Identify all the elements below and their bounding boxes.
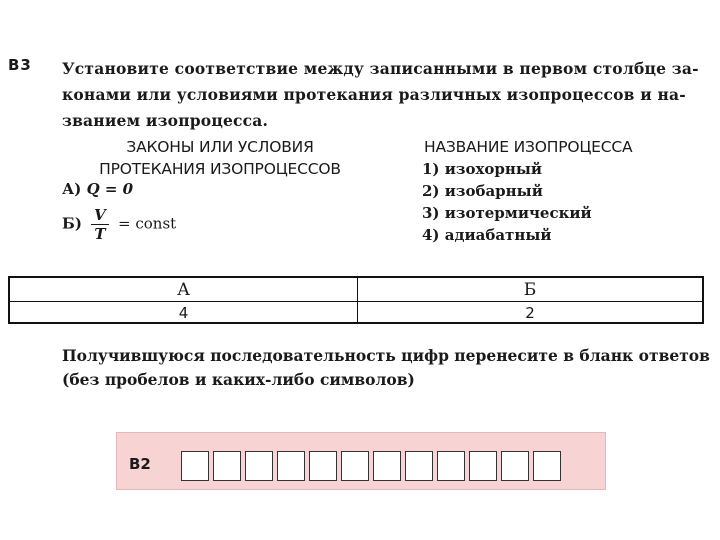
condition-b xyxy=(62,206,176,243)
condition-b-fraction xyxy=(91,206,109,243)
instruction xyxy=(62,344,712,392)
condition-a xyxy=(62,180,133,198)
task-line: Установите соответствие между записанными в первом столбце за- xyxy=(62,59,699,78)
answer-box[interactable] xyxy=(469,451,497,481)
left-column-header xyxy=(60,136,380,180)
answer-table xyxy=(8,276,704,324)
answer-header-a: А xyxy=(10,278,358,302)
answer-box[interactable] xyxy=(277,451,305,481)
answer-box[interactable] xyxy=(501,451,529,481)
answer-form-label: В2 xyxy=(129,455,151,473)
process-list xyxy=(422,158,592,246)
instruction-line: (без пробелов и каких-либо символов) xyxy=(62,370,415,389)
answer-box[interactable] xyxy=(437,451,465,481)
task-line: званием изопроцесса. xyxy=(62,111,269,130)
answer-box[interactable] xyxy=(245,451,273,481)
answer-value-b[interactable]: 2 xyxy=(525,304,535,322)
task-number: В3 xyxy=(8,56,32,74)
answer-box[interactable] xyxy=(405,451,433,481)
answer-value-a[interactable]: 4 xyxy=(10,302,358,324)
answer-box[interactable] xyxy=(533,451,561,481)
answer-box[interactable] xyxy=(341,451,369,481)
task-statement xyxy=(62,56,712,134)
right-column-header: НАЗВАНИЕ ИЗОПРОЦЕССА xyxy=(424,138,633,156)
left-header-line: ПРОТЕКАНИЯ ИЗОПРОЦЕССОВ xyxy=(99,160,341,178)
answer-box[interactable] xyxy=(181,451,209,481)
left-header-line: ЗАКОНЫ ИЛИ УСЛОВИЯ xyxy=(126,138,314,156)
answer-box[interactable] xyxy=(309,451,337,481)
process-item: 3) изотермический xyxy=(422,204,592,222)
answer-boxes xyxy=(181,451,561,481)
instruction-line: Получившуюся последовательность цифр перенесите в бланк ответов xyxy=(62,346,710,365)
task-line: конами или условиями протекания различных изопроцессов и на- xyxy=(62,85,686,104)
process-item: 4) адиабатный xyxy=(422,226,552,244)
fraction-denominator: T xyxy=(94,225,106,243)
answer-form xyxy=(116,432,606,490)
answer-box[interactable] xyxy=(373,451,401,481)
fraction-numerator: V xyxy=(91,206,109,225)
condition-b-rest: = const xyxy=(118,214,177,233)
answer-header-b: Б xyxy=(358,278,702,302)
condition-a-formula: Q = 0 xyxy=(86,180,134,198)
process-item: 1) изохорный xyxy=(422,160,543,178)
process-item: 2) изобарный xyxy=(422,182,543,200)
condition-a-prefix: А) xyxy=(62,180,82,198)
answer-box[interactable] xyxy=(213,451,241,481)
condition-b-prefix: Б) xyxy=(62,214,82,233)
